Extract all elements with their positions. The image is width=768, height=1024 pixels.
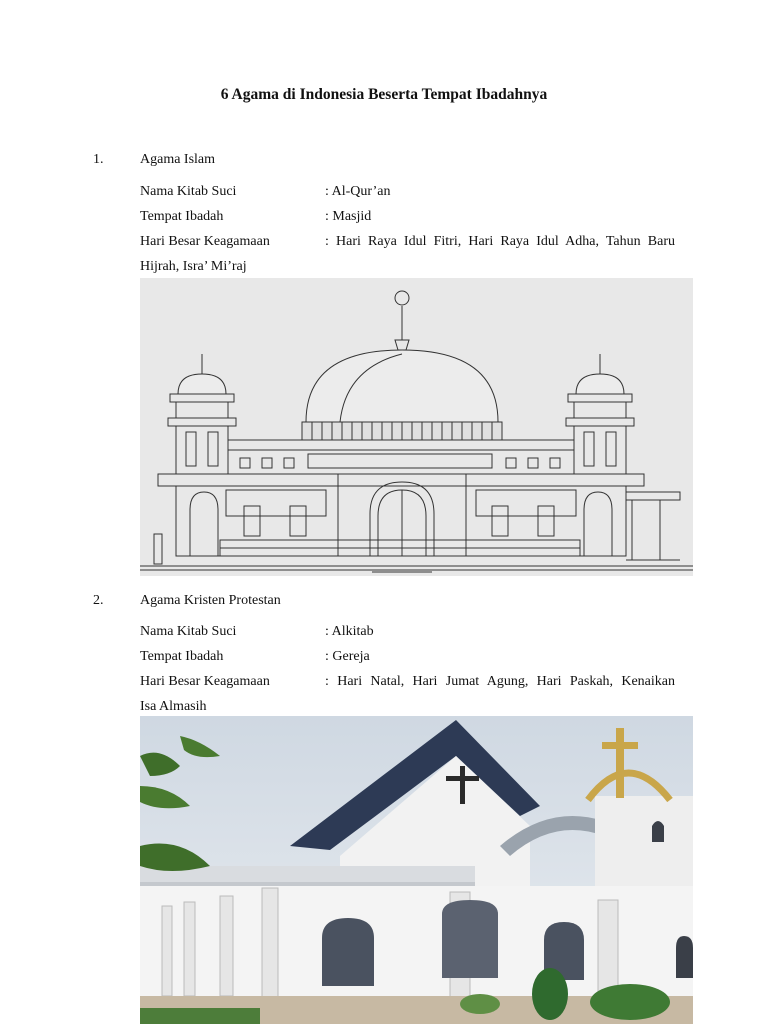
- section-1-kitab-value: : Al-Qur’an: [325, 184, 391, 199]
- section-2-kitab-label: Nama Kitab Suci: [140, 624, 237, 639]
- section-1-hari-label: Hari Besar Keagamaan: [140, 234, 270, 249]
- church-photo: [140, 716, 693, 1024]
- section-1-number: 1.: [93, 152, 104, 167]
- section-2-tempat-label: Tempat Ibadah: [140, 649, 224, 664]
- section-2-tempat-value: : Gereja: [325, 649, 370, 664]
- section-2-kitab-value: : Alkitab: [325, 624, 374, 639]
- page-title: 6 Agama di Indonesia Beserta Tempat Ibadahnya: [220, 86, 548, 103]
- mosque-drawing-icon: [140, 278, 693, 576]
- section-1-hari-value: : Hari Raya Idul Fitri, Hari Raya Idul Adha, Tahun Baru: [325, 234, 675, 249]
- section-2-heading: Agama Kristen Protestan: [140, 593, 281, 608]
- section-1-heading: Agama Islam: [140, 152, 216, 167]
- section-1-hari-continuation: Hijrah, Isra’ Mi’raj: [140, 259, 247, 274]
- section-2-hari-label: Hari Besar Keagamaan: [140, 674, 270, 689]
- church-photo-icon: [140, 716, 693, 1024]
- section-1-tempat-value: : Masjid: [325, 209, 372, 224]
- section-1-kitab-label: Nama Kitab Suci: [140, 184, 237, 199]
- section-2-number: 2.: [93, 593, 104, 608]
- section-1-tempat-label: Tempat Ibadah: [140, 209, 224, 224]
- section-2-hari-continuation: Isa Almasih: [140, 699, 207, 714]
- mosque-drawing: [140, 278, 693, 576]
- section-2-hari-value: : Hari Natal, Hari Jumat Agung, Hari Paskah, Kenaikan: [325, 674, 675, 689]
